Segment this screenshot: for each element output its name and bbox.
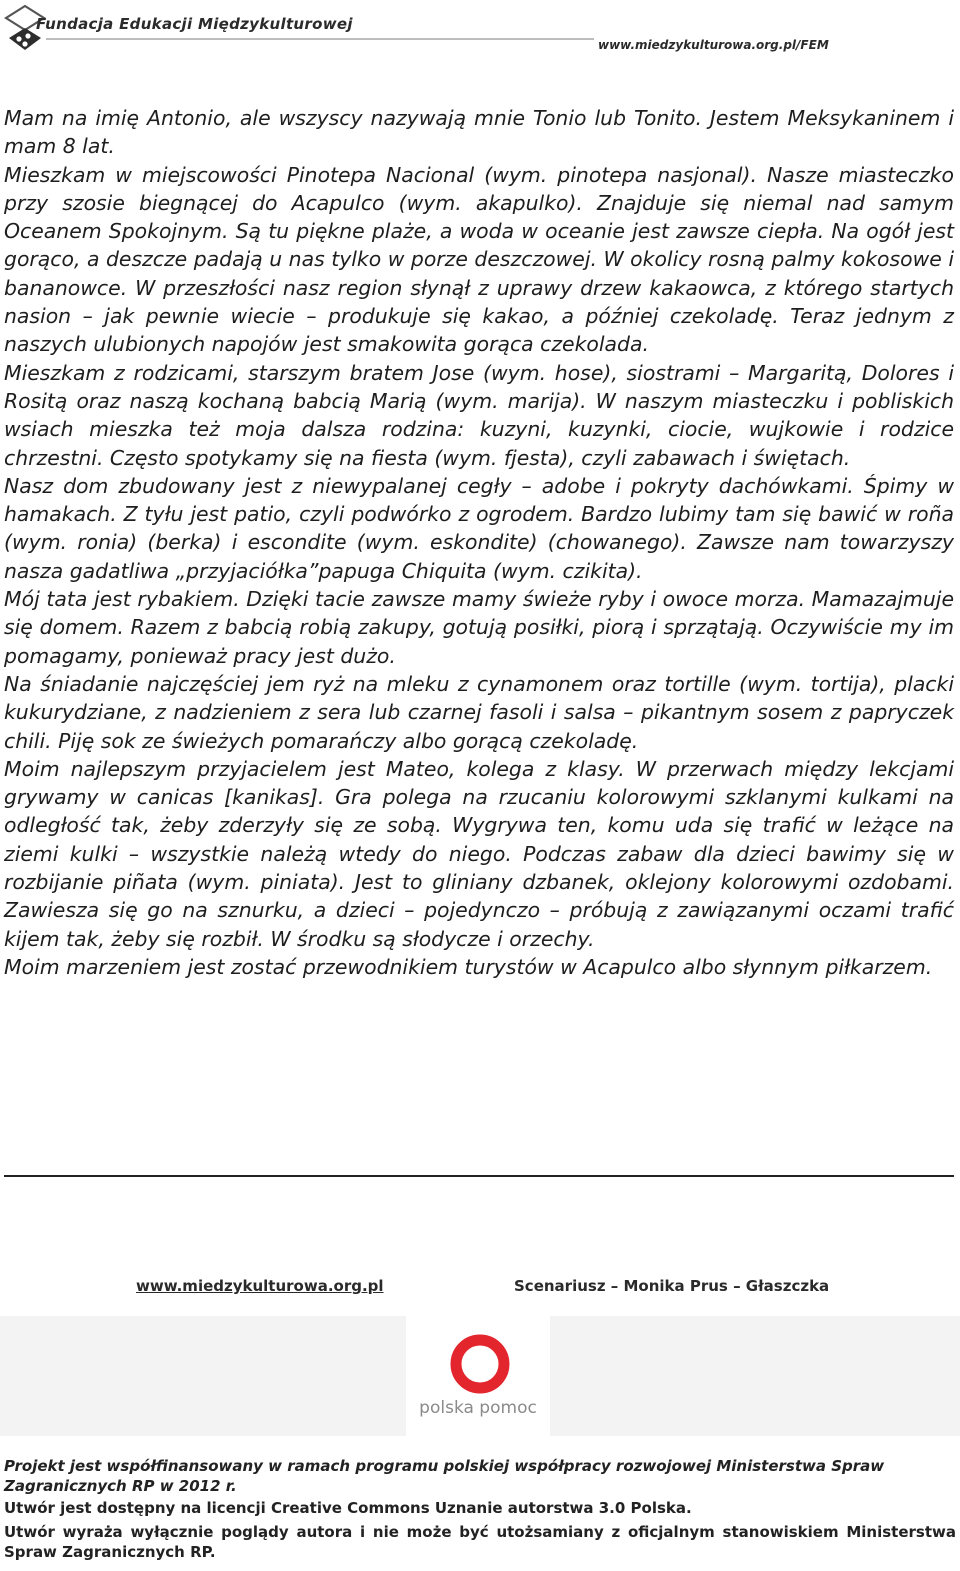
story-paragraph: Moim marzeniem jest zostać przewodnikiem turystów w Acapulco albo słynnym piłkarzem. [4, 954, 933, 979]
page-header [0, 0, 960, 58]
story-paragraph: Mój tata jest rybakiem. Dzięki tacie zawsze mamy świeże ryby i owoce morza. Mamazajmuje się domem. Razem z babcią robią zakupy, gotują posiłki, piorą i sprzątają. Oczywiście my im pomagamy, ponieważ pracy jest dużo. [4, 587, 954, 668]
license-note: Utwór jest dostępny na licencji Creative Commons Uznanie autorstwa 3.0 Polska. [4, 1499, 692, 1517]
story-paragraph: Mieszkam z rodzicami, starszym bratem Jose (wym. hose), siostrami – Margaritą, Dolores i Rositą oraz naszą kochaną babcią Marią (wym. marija). W naszym miasteczku i pobliskich wsiach mieszka też moja dalsza rodzina: kuzyni, kuzynki, ciocie, wujkowie i rodzice chrzestni. Często spotykamy się na fiesta (wym. fjesta), czyli zabawach i świętach. [4, 360, 954, 470]
polska-pomoc-label: polska pomoc [419, 1398, 537, 1418]
story-paragraph: Nasz dom zbudowany jest z niewypalanej cegły – adobe i pokryty dachówkami. Śpimy w hamakach. Z tyłu jest patio, czyli podwórko z ogrodem. Bardzo lubimy tam się bawić w roña (wym. ronia) (berka) i escondite (wym. eskondite) (chowanego). Zawsze nam towarzyszy nasza gadatliwa „przyjaciółka”papuga Chiquita (wym. czikita). [4, 473, 954, 583]
funding-note: Projekt jest współfinansowany w ramach programu polskiej współpracy rozwojowej Ministerstwa Spraw Zagranicznych RP w 2012 r. [4, 1457, 885, 1495]
story-body [4, 104, 954, 981]
story-paragraph: Mieszkam w miejscowości Pinotepa Nacional (wym. pinotepa nasjonal). Nasze miasteczko przy szosie biegnącej do Acapulco (wym. akapulko). Znajduje się niemal nad samym Oceanem Spokojnym. Są tu piękne plaże, a woda w oceanie jest zawsze ciepła. Na ogół jest gorąco, a deszcze padają u nas tylko w porze deszczowej. W okolicy rosną palmy kokosowe i bananowce. W przeszłości nasz region słynął z uprawy drzew kakaowca, z którego startych nasion – jak pewnie wiecie – produkuje się kakao, a później czekoladę. Teraz jednym z naszych ulubionych napojów jest smakowita gorąca czekolada. [4, 162, 954, 357]
disclaimer-note: Utwór wyraża wyłącznie poglądy autora i nie może być utożsamiany z oficjalnym stanowiskiem Ministerstwa Spraw Zagranicznych RP. [4, 1523, 956, 1561]
polska-pomoc-logo-icon [445, 1333, 515, 1395]
footer-divider [4, 1175, 954, 1177]
story-paragraph: Mam na imię Antonio, ale wszyscy nazywają mnie Tonio lub Tonito. Jestem Meksykaninem i mam 8 lat. [4, 106, 954, 159]
header-url: www.miedzykulturowa.org.pl/FEM [598, 38, 829, 52]
organization-name: Fundacja Edukacji Międzykulturowej [36, 15, 353, 33]
story-paragraph: Na śniadanie najczęściej jem ryż na mleku z cynamonem oraz tortille (wym. tortija), placki kukurydziane, z nadzieniem z sera lub czarnej fasoli i salsa – pikantnym sosem z papryczek chili. Piję sok ze świeżych pomarańczy albo gorącą czekoladę. [4, 671, 954, 753]
header-divider [46, 38, 594, 40]
footer-website-link[interactable]: www.miedzykulturowa.org.pl [136, 1277, 384, 1295]
scenario-credit: Scenariusz – Monika Prus – Głaszczka [514, 1277, 830, 1295]
story-paragraph: Moim najlepszym przyjacielem jest Mateo, kolega z klasy. W przerwach między lekcjami grywamy w canicas [kanikas]. Gra polega na rzucaniu kolorowymi szklanymi kulkami na odległość tak, żeby zderzyły się ze sobą. Wygrywa ten, komu uda się trafić w leżące na ziemi kulki – wszystkie należą wtedy do niego. Podczas zabaw dla dzieci bawimy się w rozbijanie piñata (wym. piniata). Jest to gliniany dzbanek, oklejony kolorowymi ozdobami. Zawiesza się go na sznurku, a dzieci – pojedynczo – próbują z zawiązanymi oczami trafić kijem tak, żeby się rozbił. W środku są słodycze i orzechy. [4, 756, 954, 951]
funding-notes [4, 1456, 956, 1562]
